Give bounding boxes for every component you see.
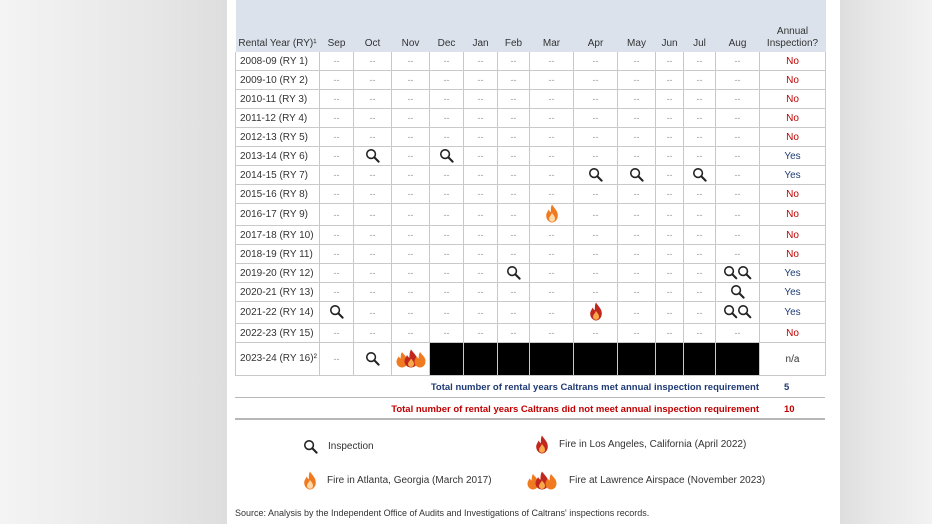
month-cell: -- xyxy=(618,90,656,109)
double-magnifier-icon xyxy=(722,304,753,321)
month-cell: -- xyxy=(684,324,716,343)
month-cell: -- xyxy=(464,147,498,166)
month-cell: -- xyxy=(656,302,684,324)
month-cell: -- xyxy=(320,283,354,302)
month-cell: -- xyxy=(684,128,716,147)
month-cell: -- xyxy=(684,71,716,90)
month-cell: -- xyxy=(320,90,354,109)
month-cell: -- xyxy=(656,52,684,71)
month-cell: -- xyxy=(656,324,684,343)
legend-fire-la-label: Fire in Los Angeles, California (April 2022) xyxy=(559,439,747,450)
blacked-out-cell xyxy=(618,343,656,376)
month-cell: -- xyxy=(656,204,684,226)
inspection-table xyxy=(235,0,826,376)
month-cell: -- xyxy=(530,52,574,71)
magnifier-icon xyxy=(365,148,380,165)
month-cell: -- xyxy=(656,166,684,185)
inspection-table-wrap xyxy=(235,0,825,376)
table-row xyxy=(236,283,826,302)
month-cell: -- xyxy=(530,324,574,343)
month-cell: -- xyxy=(684,226,716,245)
month-cell: -- xyxy=(716,109,760,128)
month-cell: -- xyxy=(354,128,392,147)
month-cell: -- xyxy=(464,52,498,71)
month-cell xyxy=(684,166,716,185)
annual-inspection-cell: Yes xyxy=(760,166,826,185)
total-met-label: Total number of rental years Caltrans met annual inspection requirement xyxy=(430,382,759,393)
month-cell: -- xyxy=(656,185,684,204)
month-cell: -- xyxy=(574,283,618,302)
month-cell: -- xyxy=(498,324,530,343)
month-cell: -- xyxy=(430,283,464,302)
month-cell: -- xyxy=(392,324,430,343)
month-cell: -- xyxy=(354,245,392,264)
table-row xyxy=(236,185,826,204)
month-cell: -- xyxy=(320,147,354,166)
month-cell: -- xyxy=(392,245,430,264)
month-cell: -- xyxy=(618,147,656,166)
month-cell: -- xyxy=(530,71,574,90)
month-cell: -- xyxy=(354,109,392,128)
total-not-met-label: Total number of rental years Caltrans did not meet annual inspection requirement xyxy=(391,404,759,415)
rental-year-cell: 2021-22 (RY 14) xyxy=(236,302,320,324)
month-cell: -- xyxy=(464,204,498,226)
month-cell xyxy=(320,302,354,324)
month-header: Dec xyxy=(430,0,464,52)
month-cell: -- xyxy=(354,226,392,245)
month-cell: -- xyxy=(618,226,656,245)
blacked-out-cell xyxy=(716,343,760,376)
month-cell: -- xyxy=(684,147,716,166)
table-row xyxy=(236,52,826,71)
annual-inspection-cell: No xyxy=(760,71,826,90)
legend xyxy=(235,418,825,497)
month-cell: -- xyxy=(430,52,464,71)
month-cell xyxy=(430,147,464,166)
month-cell xyxy=(574,166,618,185)
month-cell: -- xyxy=(464,283,498,302)
month-cell: -- xyxy=(618,302,656,324)
annual-inspection-header: Annual Inspection? xyxy=(760,0,826,52)
month-cell: -- xyxy=(716,128,760,147)
month-cell: -- xyxy=(430,109,464,128)
month-cell: -- xyxy=(530,128,574,147)
month-cell: -- xyxy=(498,204,530,226)
month-cell: -- xyxy=(354,283,392,302)
table-row xyxy=(236,264,826,283)
legend-fire-la xyxy=(535,435,746,454)
month-header: Sep xyxy=(320,0,354,52)
annual-inspection-cell: No xyxy=(760,185,826,204)
month-cell: -- xyxy=(656,245,684,264)
month-cell: -- xyxy=(320,264,354,283)
blacked-out-cell xyxy=(498,343,530,376)
month-header: Oct xyxy=(354,0,392,52)
month-header: Feb xyxy=(498,0,530,52)
month-cell: -- xyxy=(392,109,430,128)
month-cell: -- xyxy=(618,185,656,204)
double-magnifier-icon xyxy=(722,265,753,282)
table-row xyxy=(236,109,826,128)
inspection-chart-panel xyxy=(227,0,840,524)
table-row xyxy=(236,226,826,245)
rental-year-cell: 2019-20 (RY 12) xyxy=(236,264,320,283)
table-row xyxy=(236,302,826,324)
total-not-met-value: 10 xyxy=(784,404,795,415)
table-row xyxy=(236,204,826,226)
blacked-out-cell xyxy=(430,343,464,376)
double-fire-icon xyxy=(525,471,559,490)
rental-year-cell: 2013-14 (RY 6) xyxy=(236,147,320,166)
month-cell: -- xyxy=(392,226,430,245)
month-cell: -- xyxy=(320,226,354,245)
blacked-out-cell xyxy=(684,343,716,376)
month-cell: -- xyxy=(392,204,430,226)
magnifier-icon xyxy=(365,351,380,368)
month-cell: -- xyxy=(656,226,684,245)
rental-year-cell: 2022-23 (RY 15) xyxy=(236,324,320,343)
month-cell: -- xyxy=(464,324,498,343)
month-cell: -- xyxy=(530,166,574,185)
month-cell: -- xyxy=(716,166,760,185)
month-cell: -- xyxy=(354,71,392,90)
magnifier-icon xyxy=(730,284,745,301)
month-cell: -- xyxy=(498,283,530,302)
month-cell: -- xyxy=(392,71,430,90)
left-backdrop xyxy=(0,0,227,524)
magnifier-icon xyxy=(506,265,521,282)
month-cell: -- xyxy=(498,71,530,90)
annual-inspection-cell: No xyxy=(760,90,826,109)
month-cell: -- xyxy=(530,109,574,128)
month-cell xyxy=(498,264,530,283)
month-cell: -- xyxy=(320,166,354,185)
month-cell: -- xyxy=(684,245,716,264)
month-cell: -- xyxy=(530,226,574,245)
month-cell: -- xyxy=(574,128,618,147)
month-cell: -- xyxy=(530,245,574,264)
annual-inspection-cell: No xyxy=(760,109,826,128)
rental-year-cell: 2009-10 (RY 2) xyxy=(236,71,320,90)
rental-year-cell: 2020-21 (RY 13) xyxy=(236,283,320,302)
month-cell: -- xyxy=(574,204,618,226)
annual-inspection-cell: No xyxy=(760,128,826,147)
month-cell: -- xyxy=(320,128,354,147)
magnifier-icon xyxy=(629,167,644,184)
table-row xyxy=(236,245,826,264)
month-cell: -- xyxy=(430,166,464,185)
total-met-value: 5 xyxy=(784,382,790,393)
month-cell: -- xyxy=(618,204,656,226)
month-cell: -- xyxy=(498,128,530,147)
month-cell: -- xyxy=(392,128,430,147)
month-cell xyxy=(530,204,574,226)
month-cell: -- xyxy=(656,264,684,283)
legend-inspection xyxy=(303,439,374,454)
month-cell: -- xyxy=(574,264,618,283)
rental-year-cell: 2011-12 (RY 4) xyxy=(236,109,320,128)
rental-year-cell: 2010-11 (RY 3) xyxy=(236,90,320,109)
month-cell: -- xyxy=(684,185,716,204)
month-cell xyxy=(716,283,760,302)
month-cell: -- xyxy=(684,204,716,226)
month-cell: -- xyxy=(392,147,430,166)
month-cell: -- xyxy=(320,185,354,204)
table-row xyxy=(236,90,826,109)
month-cell: -- xyxy=(392,185,430,204)
annual-inspection-cell: Yes xyxy=(760,302,826,324)
month-header: Jan xyxy=(464,0,498,52)
month-cell: -- xyxy=(684,90,716,109)
month-cell: -- xyxy=(354,324,392,343)
month-cell: -- xyxy=(354,52,392,71)
month-cell: -- xyxy=(392,283,430,302)
month-cell: -- xyxy=(618,283,656,302)
month-cell: -- xyxy=(656,90,684,109)
annual-inspection-cell: Yes xyxy=(760,147,826,166)
totals-section xyxy=(235,376,825,420)
red-fire-icon xyxy=(589,302,603,323)
month-cell: -- xyxy=(320,245,354,264)
table-row xyxy=(236,147,826,166)
month-header: Jul xyxy=(684,0,716,52)
right-backdrop xyxy=(840,0,932,524)
rental-year-cell: 2015-16 (RY 8) xyxy=(236,185,320,204)
month-cell: -- xyxy=(354,90,392,109)
magnifier-icon xyxy=(692,167,707,184)
month-cell: -- xyxy=(716,52,760,71)
source-note: Source: Analysis by the Independent Office of Audits and Investigations of Caltrans' inspections records. xyxy=(235,508,650,518)
annual-inspection-cell: No xyxy=(760,204,826,226)
month-cell: -- xyxy=(354,185,392,204)
month-cell xyxy=(716,302,760,324)
red-fire-icon xyxy=(535,435,549,454)
magnifier-icon xyxy=(303,439,318,454)
blacked-out-cell xyxy=(464,343,498,376)
month-cell: -- xyxy=(464,264,498,283)
table-row xyxy=(236,324,826,343)
month-cell: -- xyxy=(498,302,530,324)
month-cell: -- xyxy=(716,90,760,109)
month-cell: -- xyxy=(656,109,684,128)
month-cell: -- xyxy=(464,90,498,109)
rental-year-cell: 2018-19 (RY 11) xyxy=(236,245,320,264)
legend-inspection-label: Inspection xyxy=(328,441,374,452)
month-cell: -- xyxy=(656,128,684,147)
month-cell: -- xyxy=(392,52,430,71)
month-cell: -- xyxy=(716,324,760,343)
month-header: Mar xyxy=(530,0,574,52)
legend-fire-lawrence xyxy=(525,471,765,490)
annual-inspection-cell: Yes xyxy=(760,283,826,302)
month-cell: -- xyxy=(574,324,618,343)
month-cell: -- xyxy=(716,226,760,245)
blacked-out-cell xyxy=(574,343,618,376)
month-cell: -- xyxy=(618,245,656,264)
month-cell: -- xyxy=(498,226,530,245)
blacked-out-cell xyxy=(656,343,684,376)
month-cell: -- xyxy=(684,109,716,128)
orange-fire-icon xyxy=(545,204,559,225)
orange-fire-icon xyxy=(303,471,317,490)
legend-fire-atlanta-label: Fire in Atlanta, Georgia (March 2017) xyxy=(327,475,492,486)
month-cell: -- xyxy=(320,204,354,226)
month-cell: -- xyxy=(656,71,684,90)
month-cell: -- xyxy=(684,283,716,302)
month-cell: -- xyxy=(320,324,354,343)
month-cell: -- xyxy=(498,185,530,204)
month-cell: -- xyxy=(320,343,354,376)
table-row xyxy=(236,343,826,376)
annual-inspection-cell: No xyxy=(760,226,826,245)
month-cell: -- xyxy=(464,302,498,324)
table-row xyxy=(236,71,826,90)
month-cell: -- xyxy=(716,204,760,226)
magnifier-icon xyxy=(329,304,344,321)
month-cell: -- xyxy=(430,324,464,343)
rental-year-header: Rental Year (RY)¹ xyxy=(236,0,320,52)
month-cell: -- xyxy=(430,128,464,147)
month-cell: -- xyxy=(464,245,498,264)
month-cell: -- xyxy=(530,264,574,283)
rental-year-cell: 2008-09 (RY 1) xyxy=(236,52,320,71)
month-cell: -- xyxy=(716,245,760,264)
table-row xyxy=(236,166,826,185)
month-header: Aug xyxy=(716,0,760,52)
month-cell: -- xyxy=(320,71,354,90)
month-cell: -- xyxy=(574,245,618,264)
magnifier-icon xyxy=(588,167,603,184)
rental-year-cell: 2023-24 (RY 16)² xyxy=(236,343,320,376)
month-cell: -- xyxy=(530,283,574,302)
legend-fire-lawrence-label: Fire at Lawrence Airspace (November 2023) xyxy=(569,475,766,486)
month-cell: -- xyxy=(498,147,530,166)
month-cell: -- xyxy=(464,109,498,128)
table-body xyxy=(236,52,826,376)
month-cell: -- xyxy=(354,264,392,283)
month-cell xyxy=(392,343,430,376)
month-cell: -- xyxy=(574,147,618,166)
month-cell: -- xyxy=(618,71,656,90)
month-cell: -- xyxy=(392,264,430,283)
month-cell: -- xyxy=(656,283,684,302)
month-cell: -- xyxy=(498,109,530,128)
month-cell: -- xyxy=(684,52,716,71)
month-cell: -- xyxy=(354,166,392,185)
month-cell: -- xyxy=(618,324,656,343)
header-row xyxy=(236,0,826,52)
month-cell: -- xyxy=(530,90,574,109)
month-cell: -- xyxy=(464,226,498,245)
month-cell: -- xyxy=(392,90,430,109)
month-cell: -- xyxy=(574,109,618,128)
rental-year-cell: 2014-15 (RY 7) xyxy=(236,166,320,185)
month-cell: -- xyxy=(430,204,464,226)
month-cell: -- xyxy=(574,71,618,90)
month-header: Nov xyxy=(392,0,430,52)
month-cell: -- xyxy=(430,302,464,324)
month-header: Apr xyxy=(574,0,618,52)
month-cell: -- xyxy=(464,128,498,147)
month-cell: -- xyxy=(530,185,574,204)
annual-inspection-cell: n/a xyxy=(760,343,826,376)
month-cell: -- xyxy=(430,71,464,90)
month-cell: -- xyxy=(430,245,464,264)
month-cell xyxy=(716,264,760,283)
annual-inspection-cell: No xyxy=(760,52,826,71)
month-cell: -- xyxy=(684,302,716,324)
month-cell: -- xyxy=(498,245,530,264)
month-cell: -- xyxy=(618,109,656,128)
month-cell: -- xyxy=(498,166,530,185)
month-cell: -- xyxy=(530,147,574,166)
month-cell: -- xyxy=(354,302,392,324)
month-cell: -- xyxy=(618,52,656,71)
month-cell: -- xyxy=(464,166,498,185)
month-cell: -- xyxy=(392,166,430,185)
month-cell: -- xyxy=(574,52,618,71)
month-cell: -- xyxy=(430,264,464,283)
month-cell: -- xyxy=(320,109,354,128)
month-cell: -- xyxy=(320,52,354,71)
month-cell: -- xyxy=(716,71,760,90)
month-cell xyxy=(574,302,618,324)
double-fire-icon xyxy=(394,349,428,370)
month-cell: -- xyxy=(618,128,656,147)
table-row xyxy=(236,128,826,147)
month-cell: -- xyxy=(498,52,530,71)
annual-inspection-cell: No xyxy=(760,245,826,264)
month-cell xyxy=(354,343,392,376)
annual-inspection-cell: Yes xyxy=(760,264,826,283)
blacked-out-cell xyxy=(530,343,574,376)
month-cell: -- xyxy=(618,264,656,283)
month-cell: -- xyxy=(656,147,684,166)
month-cell: -- xyxy=(464,71,498,90)
month-cell xyxy=(618,166,656,185)
rental-year-cell: 2016-17 (RY 9) xyxy=(236,204,320,226)
month-header: Jun xyxy=(656,0,684,52)
month-cell: -- xyxy=(430,90,464,109)
month-cell: -- xyxy=(530,302,574,324)
month-cell: -- xyxy=(354,204,392,226)
month-cell: -- xyxy=(574,185,618,204)
annual-inspection-cell: No xyxy=(760,324,826,343)
legend-fire-atlanta xyxy=(303,471,492,490)
month-header: May xyxy=(618,0,656,52)
total-met-row xyxy=(235,376,825,398)
magnifier-icon xyxy=(439,148,454,165)
month-cell: -- xyxy=(716,185,760,204)
total-not-met-row xyxy=(235,398,825,420)
month-cell: -- xyxy=(464,185,498,204)
month-cell: -- xyxy=(574,90,618,109)
month-cell: -- xyxy=(684,264,716,283)
month-cell xyxy=(354,147,392,166)
month-cell: -- xyxy=(498,90,530,109)
month-cell: -- xyxy=(574,226,618,245)
month-cell: -- xyxy=(430,226,464,245)
month-cell: -- xyxy=(716,147,760,166)
month-cell: -- xyxy=(392,302,430,324)
rental-year-cell: 2012-13 (RY 5) xyxy=(236,128,320,147)
month-cell: -- xyxy=(430,185,464,204)
rental-year-cell: 2017-18 (RY 10) xyxy=(236,226,320,245)
